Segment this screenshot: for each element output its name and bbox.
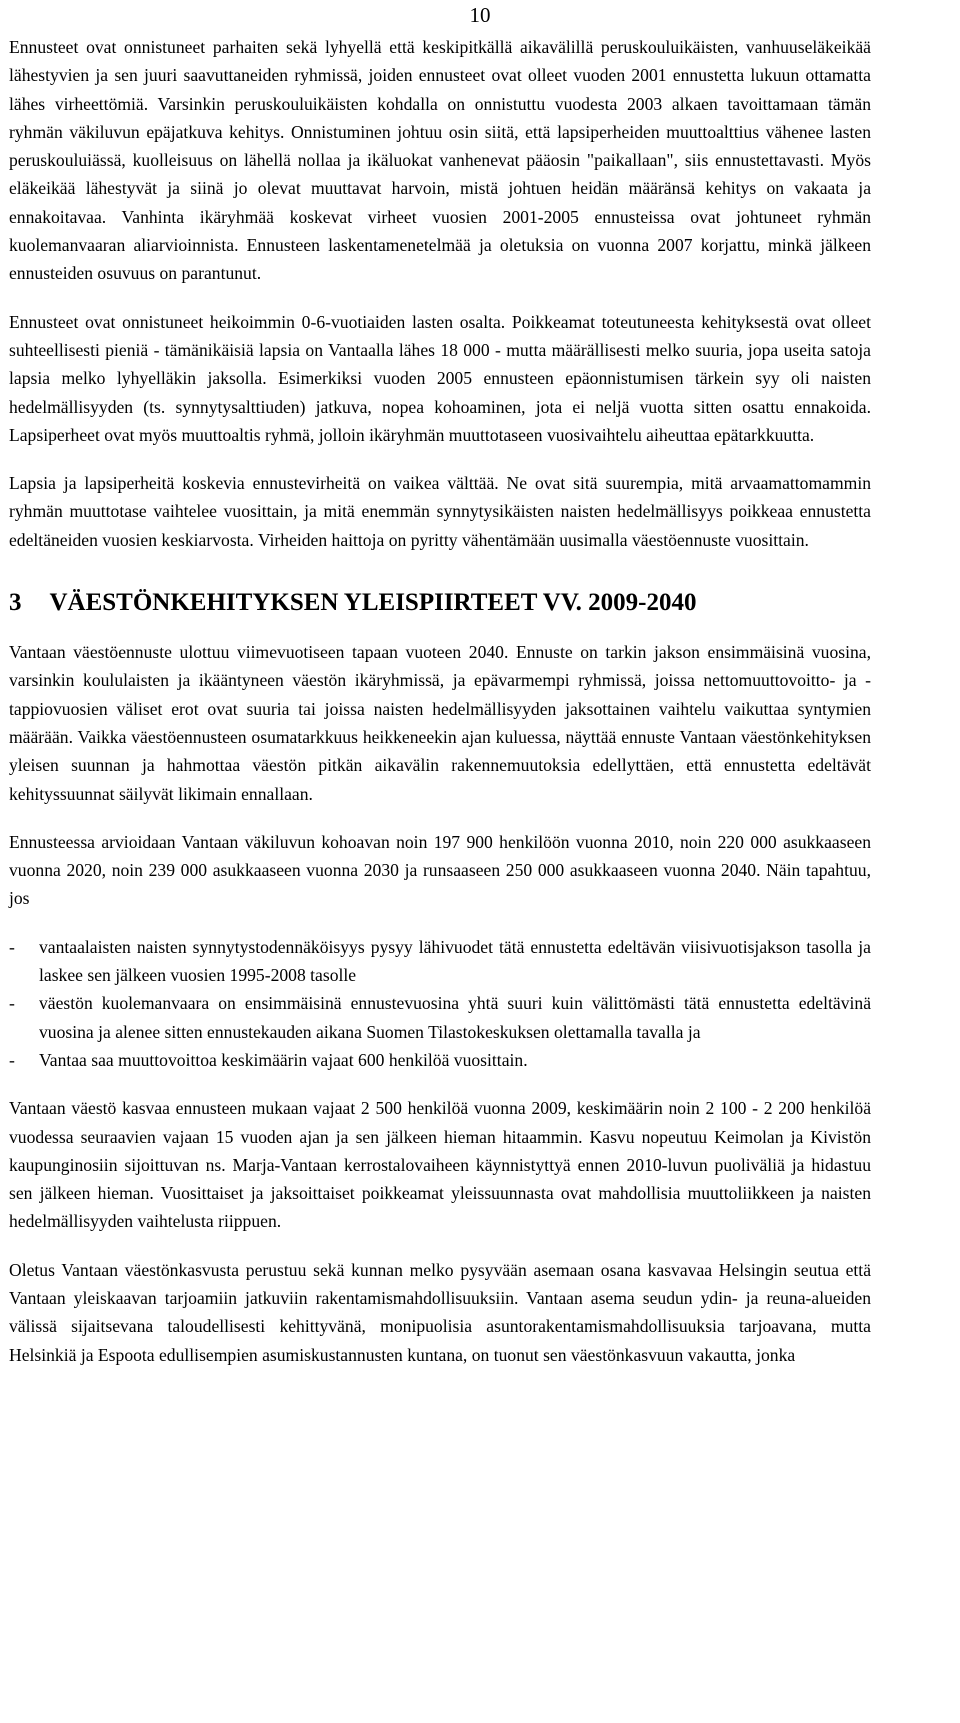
list-marker: -: [9, 936, 15, 957]
paragraph: Vantaan väestö kasvaa ennusteen mukaan vajaat 2 500 henkilöä vuonna 2009, keskimäärin noin 2 100 - 2 200 henkilöä vuodessa seuraavien vajaan 15 vuoden ajan ja sen jälkeen hieman hitaammin. Kasvu nopeutuu Keimolan ja Kivistön kaupunginosiin sijoittuvan ns. Marja-Vantaan kerrostalovaiheen käynnistyttyä ennen 2010-luvun puoliväliä ja hidastuu sen jälkeen hieman. Vuosittaiset ja jaksoittaiset poikkeamat yleissuunnasta ovat mahdollisia muuttoliikkeen ja naisten hedelmällisyyden vaihtelusta riippuen.: [9, 1098, 871, 1232]
assumption-list: [9, 933, 871, 1074]
section-heading: [9, 588, 871, 618]
page-number: 10: [469, 3, 491, 27]
section-number: 3: [9, 589, 22, 617]
paragraph: Vantaan väestöennuste ulottuu viimevuotiseen tapaan vuoteen 2040. Ennuste on tarkin jakson ensimmäisinä vuosina, varsinkin koululaisten ja ikääntyneen väestön ikäryhmissä, ja epävarmempi ryhmissä, joissa nettomuuttovoitto- ja -tappiovuosien väliset erot ovat suuria tai joissa naisten hedelmällisyyden jaksottainen vaihtelu vaikuttaa syntymien määrään. Vaikka väestöennusteen osumatarkkuus heikkeneekin ajan kuluessa, näyttää ennuste Vantaan väestönkehityksen yleisen suunnan ja hahmottaa väestön pitkän aikavälin rakennemuutoksia edellyttäen, että ennustetta edeltävät kehityssuunnat säilyvät likimain ennallaan.: [9, 642, 871, 804]
list-item: [9, 989, 871, 1046]
list-marker: -: [9, 993, 15, 1014]
section-title: VÄESTÖNKEHITYKSEN YLEISPIIRTEET VV. 2009-2040: [49, 589, 697, 617]
paragraph: Lapsia ja lapsiperheitä koskevia ennustevirheitä on vaikea välttää. Ne ovat sitä suurempia, mitä arvaamattomammin ryhmän muuttotase vaihtelee vuosittain, ja mitä enemmän synnytysikäisten naisten hedelmällisyys poikkeaa ennustetta edeltäneiden vuosien keskiarvosta. Virheiden haittoja on pyritty vähentämään uusimalla väestöennuste vuosittain.: [9, 473, 871, 550]
list-item-text: väestön kuolemanvaara on ensimmäisinä ennustevuosina yhtä suuri kuin välittömästi tätä ennustetta edeltävinä vuosina ja alenee sitten ennustekauden aikana Suomen Tilastokeskuksen olettamalla tavalla ja: [39, 993, 871, 1042]
paragraph: Ennusteet ovat onnistuneet parhaiten sekä lyhyellä että keskipitkällä aikavälillä peruskouluikäisten, vanhuuseläkeikää lähestyvien ja sen juuri saavuttaneiden ryhmissä, joiden ennusteet ovat olleet vuoden 2001 ennustetta lukuun ottamatta lähes virheettömiä. Varsinkin peruskouluikäisten kohdalla on onnistuttu vuodesta 2003 alkaen tavoittamaan tämän ryhmän väkiluvun epäjatkuva kehitys. Onnistuminen johtuu osin siitä, että lapsiperheiden muuttoalttius vähenee lasten peruskouluiässä, kuolleisuus on lähellä nollaa ja ikäluokat vanhenevat pääosin "paikallaan", siis ennustettavasti. Myös eläkeikää lähestyvät ja siinä jo olevat muuttavat harvoin, mistä johtuen heidän määränsä kehitys on vakaata ja ennakoitavaa. Vanhinta ikäryhmää koskevat virheet vuosien 2001-2005 ennusteissa ovat johtuneet ryhmän kuolemanvaaran aliarvioinnista. Ennusteen laskentamenetelmää ja oletuksia on vuonna 2007 korjattu, minkä jälkeen ennusteiden osuvuus on parantunut.: [9, 37, 871, 284]
list-item: [9, 1046, 871, 1074]
list-item: [9, 933, 871, 990]
paragraph: Oletus Vantaan väestönkasvusta perustuu sekä kunnan melko pysyvään asemaan osana kasvavaa Helsingin seutua että Vantaan yleiskaavan tarjoamiin jatkuviin rakentamismahdollisuuksiin. Vantaan asema seudun ydin- ja reuna-alueiden välissä sijaitsevana taloudellisesti kehittyvänä, monipuolisia asuntorakentamismahdollisuuksia tarjoavana, mutta Helsinkiä ja Espoota edullisempien asumiskustannusten kuntana, on tuonut sen väestönkasvuun vakautta, jonka: [9, 1259, 871, 1365]
list-marker: -: [9, 1049, 15, 1070]
document-body: [9, 33, 871, 1389]
paragraph: Ennusteet ovat onnistuneet heikoimmin 0-6-vuotiaiden lasten osalta. Poikkeamat toteutuneesta kehityksestä ovat olleet suhteellisesti pieniä - tämänikäisiä lapsia on Vantaalla lähes 18 000 - mutta määrällisesti melko suuria, jopa useita satoja lapsia melko lyhyelläkin jaksolla. Esimerkiksi vuoden 2005 ennusteen epäonnistumisen tärkein syy oli naisten hedelmällisyyden (ts. synnytysalttiuden) jatkuva, nopea kohoaminen, jota ei neljä vuotta sitten osattu ennakoida. Lapsiperheet ovat myös muuttoaltis ryhmä, jolloin ikäryhmän muuttotaseen vuosivaihtelu aiheuttaa epätarkkuutta.: [9, 311, 871, 445]
list-item-text: vantaalaisten naisten synnytystodennäköisyys pysyy lähivuodet tätä ennustetta edeltävän viisivuotisjakson tasolla ja laskee sen jälkeen vuosien 1995-2008 tasolle: [39, 936, 871, 986]
paragraph: Ennusteessa arvioidaan Vantaan väkiluvun kohoavan noin 197 900 henkilöön vuonna 2010, noin 220 000 asukkaaseen vuonna 2020, noin 239 000 asukkaaseen vuonna 2030 ja runsaaseen 250 000 asukkaaseen vuonna 2040. Näin tapahtuu, jos: [9, 831, 871, 909]
list-item-text: Vantaa saa muuttovoittoa keskimäärin vajaat 600 henkilöä vuosittain.: [39, 1049, 528, 1070]
